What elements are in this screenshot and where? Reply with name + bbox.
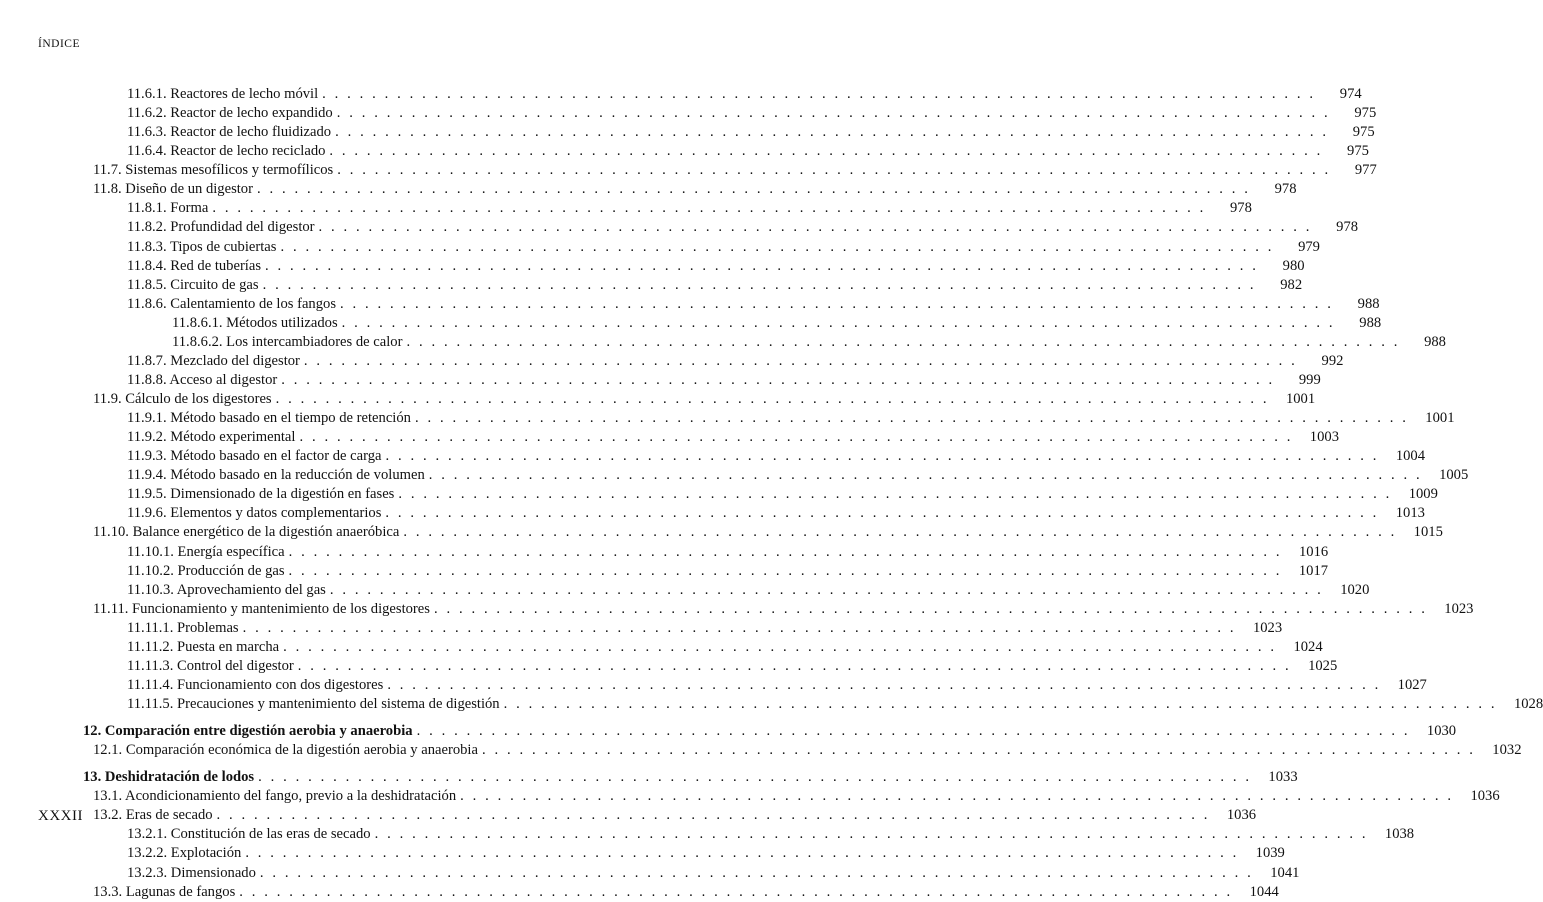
toc-entry-page: 1001	[1285, 391, 1316, 407]
toc-entry	[83, 142, 1369, 161]
page-number: XXXII	[38, 808, 83, 824]
dot-leader: . . . . . . . . . . . . . . . . . . . . . . . . . . . . . . . . . . . . . . . . . . . . . . . . . . . . . . . . . . . . . . . . . . . . . . . . . . . . . . . .	[481, 742, 1476, 759]
dot-leader: . . . . . . . . . . . . . . . . . . . . . . . . . . . . . . . . . . . . . . . . . . . . . . . . . . . . . . . . . . . . . . . . . . . . . . . . . . . . . . . .	[318, 219, 1313, 236]
toc-entry	[83, 825, 1415, 844]
dot-leader: . . . . . . . . . . . . . . . . . . . . . . . . . . . . . . . . . . . . . . . . . . . . . . . . . . . . . . . . . . . . . . . . . . . . . . . . . . . . . . . .	[416, 723, 1411, 740]
toc-entry-page: 1044	[1249, 883, 1279, 900]
toc-entry-page: 975	[1354, 105, 1377, 122]
toc-entry-title: 11.9.3. Método basado en el factor de carga	[127, 448, 382, 465]
dot-leader: . . . . . . . . . . . . . . . . . . . . . . . . . . . . . . . . . . . . . . . . . . . . . . . . . . . . . . . . . . . . . . . . . . . . . . . . . . . . . . . .	[385, 448, 1380, 465]
toc-entry-title: 11.6.1. Reactores de lecho móvil	[127, 86, 319, 102]
toc-entry-title: 11.8.3. Tipos de cubiertas	[127, 238, 277, 255]
toc-entry-title: 11.6.2. Reactor de lecho expandido	[127, 105, 333, 122]
toc-entry-page: 1017	[1298, 562, 1329, 579]
toc-entry	[83, 161, 1377, 180]
toc-entry-title: 11.6.4. Reactor de lecho reciclado	[127, 143, 326, 160]
dot-leader: . . . . . . . . . . . . . . . . . . . . . . . . . . . . . . . . . . . . . . . . . . . . . . . . . . . . . . . . . . . . . . . . . . . . . . . . . . . . . . . .	[398, 486, 1392, 503]
toc-entry-page: 1039	[1255, 845, 1285, 862]
dot-leader: . . . . . . . . . . . . . . . . . . . . . . . . . . . . . . . . . . . . . . . . . . . . . . . . . . . . . . . . . . . . . . . . . . . . . . . . . . . . . . . .	[336, 105, 1331, 122]
dot-leader: . . . . . . . . . . . . . . . . . . . . . . . . . . . . . . . . . . . . . . . . . . . . . . . . . . . . . . . . . . . . . . . . . . . . . . . . . . . . . . . .	[329, 581, 1324, 598]
toc-entry	[83, 581, 1370, 600]
toc-entry-page: 975	[1352, 124, 1375, 141]
toc-entry-page: 1023	[1252, 619, 1283, 636]
toc-entry	[83, 238, 1320, 257]
dot-leader: . . . . . . . . . . . . . . . . . . . . . . . . . . . . . . . . . . . . . . . . . . . . . . . . . . . . . . . . . . . . . . . . . . . . . . . . . . . . . . . .	[335, 124, 1329, 141]
dot-leader: . . . . . . . . . . . . . . . . . . . . . . . . . . . . . . . . . . . . . . . . . . . . . . . . . . . . . . . . . . . . . . . . . . . . . . . . . . . . . . . .	[212, 200, 1206, 217]
toc-entry	[83, 600, 1474, 619]
toc-entry-title: 11.11.4. Funcionamiento con dos digestores	[127, 676, 384, 693]
toc-entry-page: 1013	[1395, 505, 1425, 522]
toc-entry-page: 1032	[1492, 742, 1522, 759]
toc-entry-page: 1020	[1340, 581, 1370, 598]
toc-entry-title: 11.7. Sistemas mesofílicos y termofílicos	[93, 162, 334, 179]
toc-entry	[83, 352, 1344, 371]
dot-leader: . . . . . . . . . . . . . . . . . . . . . . . . . . . . . . . . . . . . . . . . . . . . . . . . . . . . . . . . . . . . . . . . . . . . . . . . . . . . . . . .	[288, 562, 1283, 579]
dot-leader: . . . . . . . . . . . . . . . . . . . . . . . . . . . . . . . . . . . . . . . . . . . . . . . . . . . . . . . . . . . . . . . . . . . . . . . . . . . . . . . .	[256, 181, 1251, 198]
toc-entry-title: 11.8.5. Circuito de gas	[127, 276, 259, 293]
dot-leader: . . . . . . . . . . . . . . . . . . . . . . . . . . . . . . . . . . . . . . . . . . . . . . . . . . . . . . . . . . . . . . . . . . . . . . . . . . . . . . . .	[460, 788, 1454, 805]
toc-entry-page: 978	[1336, 219, 1359, 236]
toc-entry-title: 11.10.1. Energía específica	[127, 543, 285, 560]
toc-entry-title: 11.8.6.1. Métodos utilizados	[172, 314, 338, 331]
toc-entry-title: 11.8.6.2. Los intercambiadores de calor	[172, 333, 403, 350]
toc-entry-title: 11.11.1. Problemas	[127, 619, 239, 636]
dot-leader: . . . . . . . . . . . . . . . . . . . . . . . . . . . . . . . . . . . . . . . . . . . . . . . . . . . . . . . . . . . . . . . . . . . . . . . . . . . . . . . .	[275, 391, 1270, 407]
dot-leader: . . . . . . . . . . . . . . . . . . . . . . . . . . . . . . . . . . . . . . . . . . . . . . . . . . . . . . . . . . . . . . . . . . . . . . . . . . . . . . . .	[337, 162, 1331, 179]
toc-entry-page: 978	[1274, 181, 1297, 198]
toc-entry-title: 13.3. Lagunas de fangos	[93, 883, 236, 900]
toc-entry-title: 11.6.3. Reactor de lecho fluidizado	[127, 124, 332, 141]
dot-leader: . . . . . . . . . . . . . . . . . . . . . . . . . . . . . . . . . . . . . . . . . . . . . . . . . . . . . . . . . . . . . . . . . . . . . . . . . . . . . . . .	[503, 696, 1498, 712]
toc-entry-title: 13.2.2. Explotación	[127, 845, 242, 862]
toc-chapter-entry	[83, 722, 1457, 741]
toc-entry	[83, 409, 1455, 428]
toc-entry-page: 1009	[1408, 486, 1438, 503]
toc-entry-title: 13.2.3. Dimensionado	[127, 864, 256, 881]
toc-entry-page: 980	[1282, 257, 1305, 274]
toc-entry	[83, 883, 1279, 902]
toc-entry	[83, 676, 1427, 695]
dot-leader: . . . . . . . . . . . . . . . . . . . . . . . . . . . . . . . . . . . . . . . . . . . . . . . . . . . . . . . . . . . . . . . . . . . . . . . . . . . . . . . .	[258, 769, 1252, 786]
toc-entry-page: 1033	[1268, 769, 1298, 786]
dot-leader: . . . . . . . . . . . . . . . . . . . . . . . . . . . . . . . . . . . . . . . . . . . . . . . . . . . . . . . . . . . . . . . . . . . . . . . . . . . . . . . .	[433, 600, 1428, 617]
toc-entry	[83, 104, 1377, 123]
toc-entry	[83, 844, 1285, 863]
dot-leader: . . . . . . . . . . . . . . . . . . . . . . . . . . . . . . . . . . . . . . . . . . . . . . . . . . . . . . . . . . . . . . . . . . . . . . . . . . . . . . . .	[406, 333, 1400, 350]
toc-entry-page: 978	[1229, 200, 1252, 217]
toc-entry-title: 12.1. Comparación económica de la digestión aerobia y anaerobia	[93, 742, 478, 759]
toc-entry-page: 1004	[1395, 448, 1426, 465]
toc-entry-page: 1023	[1444, 600, 1474, 617]
dot-leader: . . . . . . . . . . . . . . . . . . . . . . . . . . . . . . . . . . . . . . . . . . . . . . . . . . . . . . . . . . . . . . . . . . . . . . . . . . . . . . . .	[283, 638, 1277, 655]
toc-entry-title: 12. Comparación entre digestión aerobia y anaerobia	[83, 723, 413, 740]
toc-entry-title: 13.1. Acondicionamiento del fango, previo a la deshidratación	[93, 788, 457, 805]
dot-leader: . . . . . . . . . . . . . . . . . . . . . . . . . . . . . . . . . . . . . . . . . . . . . . . . . . . . . . . . . . . . . . . . . . . . . . . . . . . . . . . .	[265, 257, 1259, 274]
toc-entry-title: 13. Deshidratación de lodos	[83, 769, 255, 786]
toc-entry	[83, 485, 1438, 504]
toc-entry-page: 1036	[1226, 807, 1257, 824]
toc-entry-title: 11.10.2. Producción de gas	[127, 562, 285, 579]
toc-entry	[83, 657, 1338, 676]
table-of-contents	[83, 85, 1543, 902]
toc-entry-title: 11.11.2. Puesta en marcha	[127, 638, 280, 655]
dot-leader: . . . . . . . . . . . . . . . . . . . . . . . . . . . . . . . . . . . . . . . . . . . . . . . . . . . . . . . . . . . . . . . . . . . . . . . . . . . . . . . .	[341, 314, 1336, 331]
toc-entry-page: 988	[1357, 295, 1380, 312]
dot-leader: . . . . . . . . . . . . . . . . . . . . . . . . . . . . . . . . . . . . . . . . . . . . . . . . . . . . . . . . . . . . . . . . . . . . . . . . . . . . . . . .	[387, 676, 1381, 693]
dot-leader: . . . . . . . . . . . . . . . . . . . . . . . . . . . . . . . . . . . . . . . . . . . . . . . . . . . . . . . . . . . . . . . . . . . . . . . . . . . . . . . .	[329, 143, 1323, 160]
toc-entry-page: 988	[1359, 314, 1382, 331]
toc-entry	[83, 276, 1303, 295]
toc-entry-page: 1015	[1413, 524, 1443, 541]
toc-entry	[83, 295, 1380, 314]
toc-entry	[83, 543, 1329, 562]
dot-leader: . . . . . . . . . . . . . . . . . . . . . . . . . . . . . . . . . . . . . . . . . . . . . . . . . . . . . . . . . . . . . . . . . . . . . . . . . . . . . . . .	[414, 410, 1409, 427]
toc-entry	[83, 199, 1252, 218]
toc-entry	[83, 741, 1522, 760]
dot-leader: . . . . . . . . . . . . . . . . . . . . . . . . . . . . . . . . . . . . . . . . . . . . . . . . . . . . . . . . . . . . . . . . . . . . . . . . . . . . . . . .	[280, 238, 1274, 255]
toc-entry	[83, 447, 1426, 466]
toc-entry-page: 1024	[1293, 638, 1323, 655]
toc-entry	[83, 123, 1375, 142]
toc-entry-page: 975	[1347, 143, 1369, 160]
toc-entry-page: 992	[1321, 352, 1344, 369]
toc-entry	[83, 218, 1359, 237]
dot-leader: . . . . . . . . . . . . . . . . . . . . . . . . . . . . . . . . . . . . . . . . . . . . . . . . . . . . . . . . . . . . . . . . . . . . . . . . . . . . . . . .	[216, 807, 1211, 824]
toc-entry-page: 988	[1424, 333, 1446, 350]
toc-entry	[83, 806, 1257, 825]
toc-entry	[83, 523, 1443, 542]
toc-entry-page: 999	[1298, 371, 1321, 388]
dot-leader: . . . . . . . . . . . . . . . . . . . . . . . . . . . . . . . . . . . . . . . . . . . . . . . . . . . . . . . . . . . . . . . . . . . . . . . . . . . . . . . .	[288, 543, 1283, 560]
dot-leader: . . . . . . . . . . . . . . . . . . . . . . . . . . . . . . . . . . . . . . . . . . . . . . . . . . . . . . . . . . . . . . . . . . . . . . . . . . . . . . . .	[403, 524, 1397, 541]
toc-entry	[83, 504, 1425, 523]
toc-entry	[83, 466, 1469, 485]
dot-leader: . . . . . . . . . . . . . . . . . . . . . . . . . . . . . . . . . . . . . . . . . . . . . . . . . . . . . . . . . . . . . . . . . . . . . . . . . . . . . . . .	[340, 295, 1334, 312]
toc-entry-title: 11.8.1. Forma	[127, 200, 209, 217]
dot-leader: . . . . . . . . . . . . . . . . . . . . . . . . . . . . . . . . . . . . . . . . . . . . . . . . . . . . . . . . . . . . . . . . . . . . . . . . . . . . . . . .	[374, 826, 1369, 843]
toc-entry-page: 1027	[1397, 676, 1427, 693]
dot-leader: . . . . . . . . . . . . . . . . . . . . . . . . . . . . . . . . . . . . . . . . . . . . . . . . . . . . . . . . . . . . . . . . . . . . . . . . . . . . . . . .	[322, 86, 1316, 102]
toc-entry-title: 11.11.3. Control del digestor	[127, 657, 294, 674]
toc-entry-title: 13.2. Eras de secado	[93, 807, 213, 824]
toc-entry-title: 11.10.3. Aprovechamiento del gas	[127, 581, 326, 598]
toc-entry	[83, 695, 1543, 714]
toc-entry-title: 11.8. Diseño de un digestor	[93, 181, 253, 198]
toc-entry-title: 11.9.6. Elementos y datos complementarios	[127, 505, 382, 522]
toc-entry-title: 11.9.1. Método basado en el tiempo de retención	[127, 410, 411, 427]
toc-entry	[83, 619, 1283, 638]
toc-entry	[83, 787, 1500, 806]
toc-entry	[83, 864, 1300, 883]
dot-leader: . . . . . . . . . . . . . . . . . . . . . . . . . . . . . . . . . . . . . . . . . . . . . . . . . . . . . . . . . . . . . . . . . . . . . . . . . . . . . . . .	[385, 505, 1379, 522]
toc-entry-title: 11.8.8. Acceso al digestor	[127, 371, 278, 388]
toc-entry-title: 11.8.2. Profundidad del digestor	[127, 219, 315, 236]
toc-entry-page: 1025	[1308, 657, 1338, 674]
toc-entry	[83, 638, 1323, 657]
toc-entry	[83, 257, 1305, 276]
toc-entry	[83, 180, 1297, 199]
toc-entry-page: 1028	[1513, 696, 1543, 712]
toc-entry	[83, 390, 1316, 409]
toc-entry-title: 11.9.4. Método basado en la reducción de volumen	[127, 467, 425, 484]
toc-entry-title: 11.8.7. Mezclado del digestor	[127, 352, 300, 369]
dot-leader: . . . . . . . . . . . . . . . . . . . . . . . . . . . . . . . . . . . . . . . . . . . . . . . . . . . . . . . . . . . . . . . . . . . . . . . . . . . . . . . .	[297, 657, 1292, 674]
dot-leader: . . . . . . . . . . . . . . . . . . . . . . . . . . . . . . . . . . . . . . . . . . . . . . . . . . . . . . . . . . . . . . . . . . . . . . . . . . . . . . . .	[242, 619, 1237, 636]
toc-entry-page: 1016	[1298, 543, 1329, 560]
toc-entry-page: 982	[1280, 276, 1303, 293]
dot-leader: . . . . . . . . . . . . . . . . . . . . . . . . . . . . . . . . . . . . . . . . . . . . . . . . . . . . . . . . . . . . . . . . . . . . . . . . . . . . . . . .	[299, 429, 1293, 446]
toc-entry	[83, 371, 1321, 390]
toc-entry	[83, 333, 1446, 352]
dot-leader: . . . . . . . . . . . . . . . . . . . . . . . . . . . . . . . . . . . . . . . . . . . . . . . . . . . . . . . . . . . . . . . . . . . . . . . . . . . . . . . .	[245, 845, 1239, 862]
toc-entry-page: 1005	[1439, 467, 1469, 484]
toc-entry-title: 11.10. Balance energético de la digestión anaeróbica	[93, 524, 400, 541]
dot-leader: . . . . . . . . . . . . . . . . . . . . . . . . . . . . . . . . . . . . . . . . . . . . . . . . . . . . . . . . . . . . . . . . . . . . . . . . . . . . . . . .	[303, 352, 1298, 369]
toc-entry	[83, 85, 1362, 104]
toc-entry-page: 1036	[1470, 788, 1500, 805]
toc-entry-page: 1041	[1270, 864, 1300, 881]
dot-leader: . . . . . . . . . . . . . . . . . . . . . . . . . . . . . . . . . . . . . . . . . . . . . . . . . . . . . . . . . . . . . . . . . . . . . . . . . . . . . . . .	[239, 883, 1233, 900]
toc-entry-title: 11.9.5. Dimensionado de la digestión en fases	[127, 486, 395, 503]
toc-entry	[83, 314, 1382, 333]
toc-entry-page: 979	[1298, 238, 1320, 255]
toc-entry-page: 1001	[1425, 410, 1455, 427]
toc-entry-title: 11.9.2. Método experimental	[127, 429, 296, 446]
toc-entry-title: 11.8.6. Calentamiento de los fangos	[127, 295, 337, 312]
toc-entry-page: 977	[1354, 162, 1377, 179]
toc-entry-title: 11.8.4. Red de tuberías	[127, 257, 262, 274]
toc-entry-title: 13.2.1. Constitución de las eras de secado	[127, 826, 371, 843]
toc-entry	[83, 428, 1339, 447]
toc-entry-title: 11.11. Funcionamiento y mantenimiento de los digestores	[93, 600, 430, 617]
toc-entry-page: 974	[1339, 86, 1362, 102]
dot-leader: . . . . . . . . . . . . . . . . . . . . . . . . . . . . . . . . . . . . . . . . . . . . . . . . . . . . . . . . . . . . . . . . . . . . . . . . . . . . . . . .	[262, 276, 1257, 293]
toc-chapter-entry	[83, 768, 1298, 787]
dot-leader: . . . . . . . . . . . . . . . . . . . . . . . . . . . . . . . . . . . . . . . . . . . . . . . . . . . . . . . . . . . . . . . . . . . . . . . . . . . . . . . .	[428, 467, 1423, 484]
toc-entry-page: 1003	[1309, 429, 1339, 446]
dot-leader: . . . . . . . . . . . . . . . . . . . . . . . . . . . . . . . . . . . . . . . . . . . . . . . . . . . . . . . . . . . . . . . . . . . . . . . . . . . . . . . .	[281, 371, 1275, 388]
toc-entry-title: 11.9. Cálculo de los digestores	[93, 391, 272, 407]
toc-entry-title: 11.11.5. Precauciones y mantenimiento del sistema de digestión	[127, 696, 500, 712]
dot-leader: . . . . . . . . . . . . . . . . . . . . . . . . . . . . . . . . . . . . . . . . . . . . . . . . . . . . . . . . . . . . . . . . . . . . . . . . . . . . . . . .	[259, 864, 1254, 881]
toc-entry-page: 1038	[1384, 826, 1415, 843]
toc-entry-page: 1030	[1426, 723, 1457, 740]
toc-entry	[83, 562, 1329, 581]
running-head: ÍNDICE	[38, 38, 80, 50]
